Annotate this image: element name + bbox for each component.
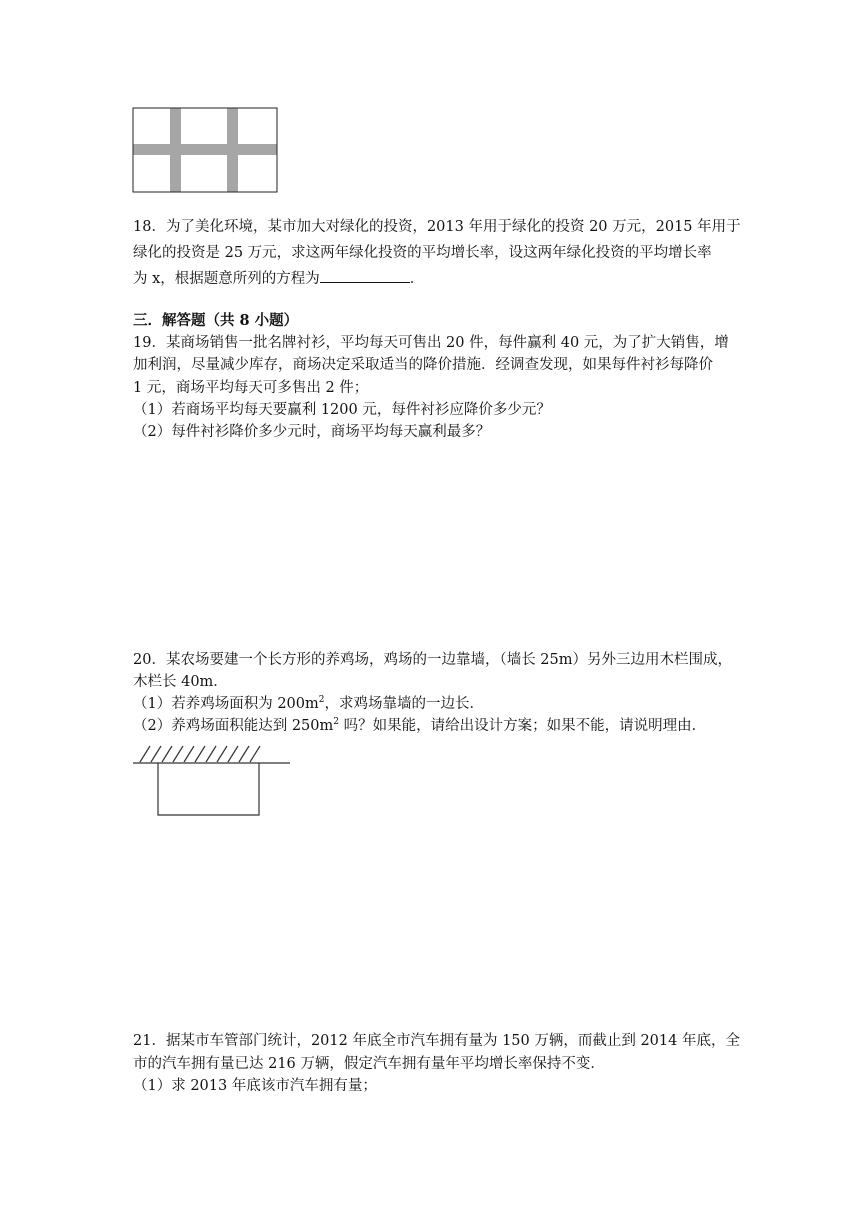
q20-part1 <box>133 694 484 714</box>
q20-part2 <box>133 716 706 736</box>
fence-outline <box>158 763 259 815</box>
q18-line3 <box>133 268 424 289</box>
chicken-farm-figure <box>130 742 295 822</box>
answer-blank[interactable] <box>320 268 410 283</box>
q20-part1-text: （1）若养鸡场面积为 200m <box>133 696 319 712</box>
q19-line1: 19．某商场销售一批名牌衬衫，平均每天可售出 20 件，每件赢利 40 元，为了扩大销售，增 <box>133 335 729 351</box>
q18-line1: 18．为了美化环境，某市加大对绿化的投资，2013 年用于绿化的投资 20 万元，2015 年用于 <box>133 219 741 235</box>
q18-line2: 绿化的投资是 25 万元，求这两年绿化投资的平均增长率，设这两年绿化投资的平均增长率 <box>133 245 712 261</box>
q21-line1: 21．据某市车管部门统计，2012 年底全市汽车拥有量为 150 万辆，而截止到 2014 年底，全 <box>133 1033 740 1049</box>
q21-line2: 市的汽车拥有量已达 216 万辆，假定汽车拥有量年平均增长率保持不变． <box>133 1056 605 1072</box>
q19-line2: 加利润，尽量减少库存，商场决定采取适当的降价措施．经调查发现，如果每件衬衫每降价 <box>133 357 713 373</box>
q19-part2: （2）每件衬衫降价多少元时，商场平均每天赢利最多？ <box>133 424 491 440</box>
q20-part1-sup: 2 <box>318 695 325 706</box>
strip-vertical-right <box>227 108 238 192</box>
q20-part2-sup: 2 <box>333 717 339 728</box>
strip-vertical-left <box>170 108 181 192</box>
q20-part1-end: ，求鸡场靠墙的一边长． <box>324 696 484 712</box>
green-strip-figure <box>130 105 280 195</box>
q20-part2-text: （2）养鸡场面积能达到 250m <box>133 718 334 734</box>
q20-part2-end: 吗？如果能，请给出设计方案；如果不能，请说明理由． <box>339 718 707 734</box>
q20-line1: 20．某农场要建一个长方形的养鸡场，鸡场的一边靠墙，（墙长 25m）另外三边用木栏围成， <box>133 652 733 668</box>
q21-part1: （1）求 2013 年底该市汽车拥有量； <box>133 1078 377 1094</box>
q20-line2: 木栏长 40m． <box>133 674 228 690</box>
q19-part1: （1）若商场平均每天要赢利 1200 元，每件衬衫应降价多少元？ <box>133 402 551 418</box>
strip-horizontal <box>133 144 277 155</box>
q19-line3: 1 元，商场平均每天可多售出 2 件； <box>133 380 369 396</box>
q18-line3-text: 为 x，根据题意所列的方程为 <box>133 271 320 287</box>
q18-line3-end: ． <box>409 271 425 287</box>
section-heading: 三．解答题（共 8 小题） <box>133 312 299 329</box>
wall-hatching <box>140 746 260 762</box>
